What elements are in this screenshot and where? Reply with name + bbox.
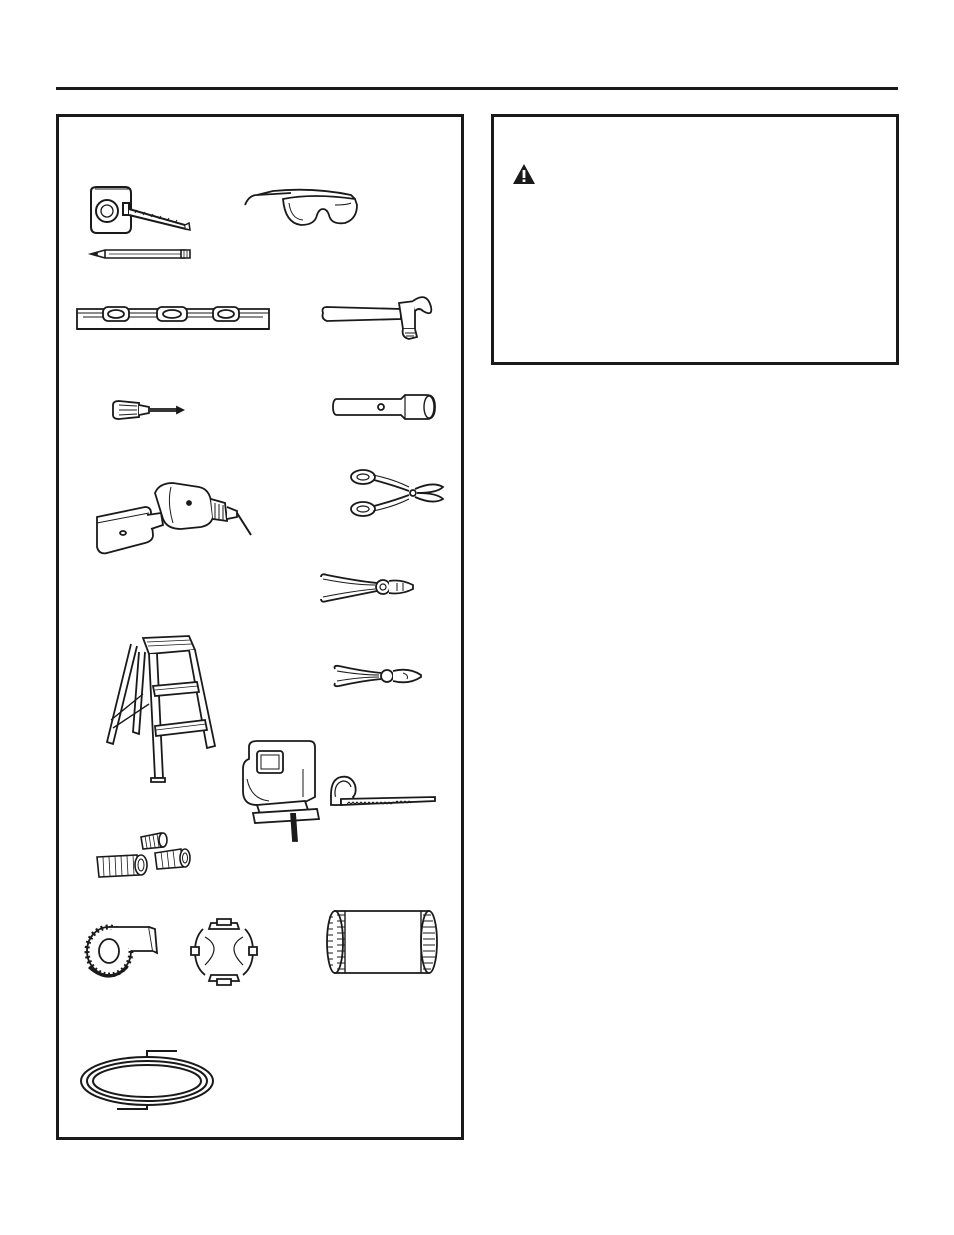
- nut-driver-icon: [331, 389, 441, 429]
- strain-relief-icon: [189, 917, 259, 987]
- hammer-icon: [319, 289, 439, 349]
- safety-glasses-icon: [243, 185, 363, 235]
- jigsaw-icon: [239, 739, 329, 843]
- pliers-icon: [317, 569, 417, 605]
- keyhole-saw-icon: [325, 771, 440, 821]
- pencil-icon: [89, 247, 194, 261]
- tin-snips-icon: [343, 463, 453, 523]
- duct-tape-icon: [83, 923, 163, 987]
- warning-panel: [491, 114, 899, 365]
- warning-triangle-icon: [512, 163, 536, 185]
- step-ladder-icon: [103, 632, 219, 782]
- screwdriver-icon: [109, 397, 189, 423]
- drill-icon: [87, 473, 257, 563]
- wire-coil-icon: [77, 1047, 219, 1111]
- duct-icon: [323, 907, 443, 977]
- header-rule: [56, 87, 898, 90]
- wire-nuts-icon: [93, 827, 197, 887]
- wire-cutter-icon: [331, 661, 426, 691]
- tape-measure-icon: [85, 183, 195, 243]
- tools-panel: [56, 114, 464, 1140]
- level-icon: [73, 297, 273, 337]
